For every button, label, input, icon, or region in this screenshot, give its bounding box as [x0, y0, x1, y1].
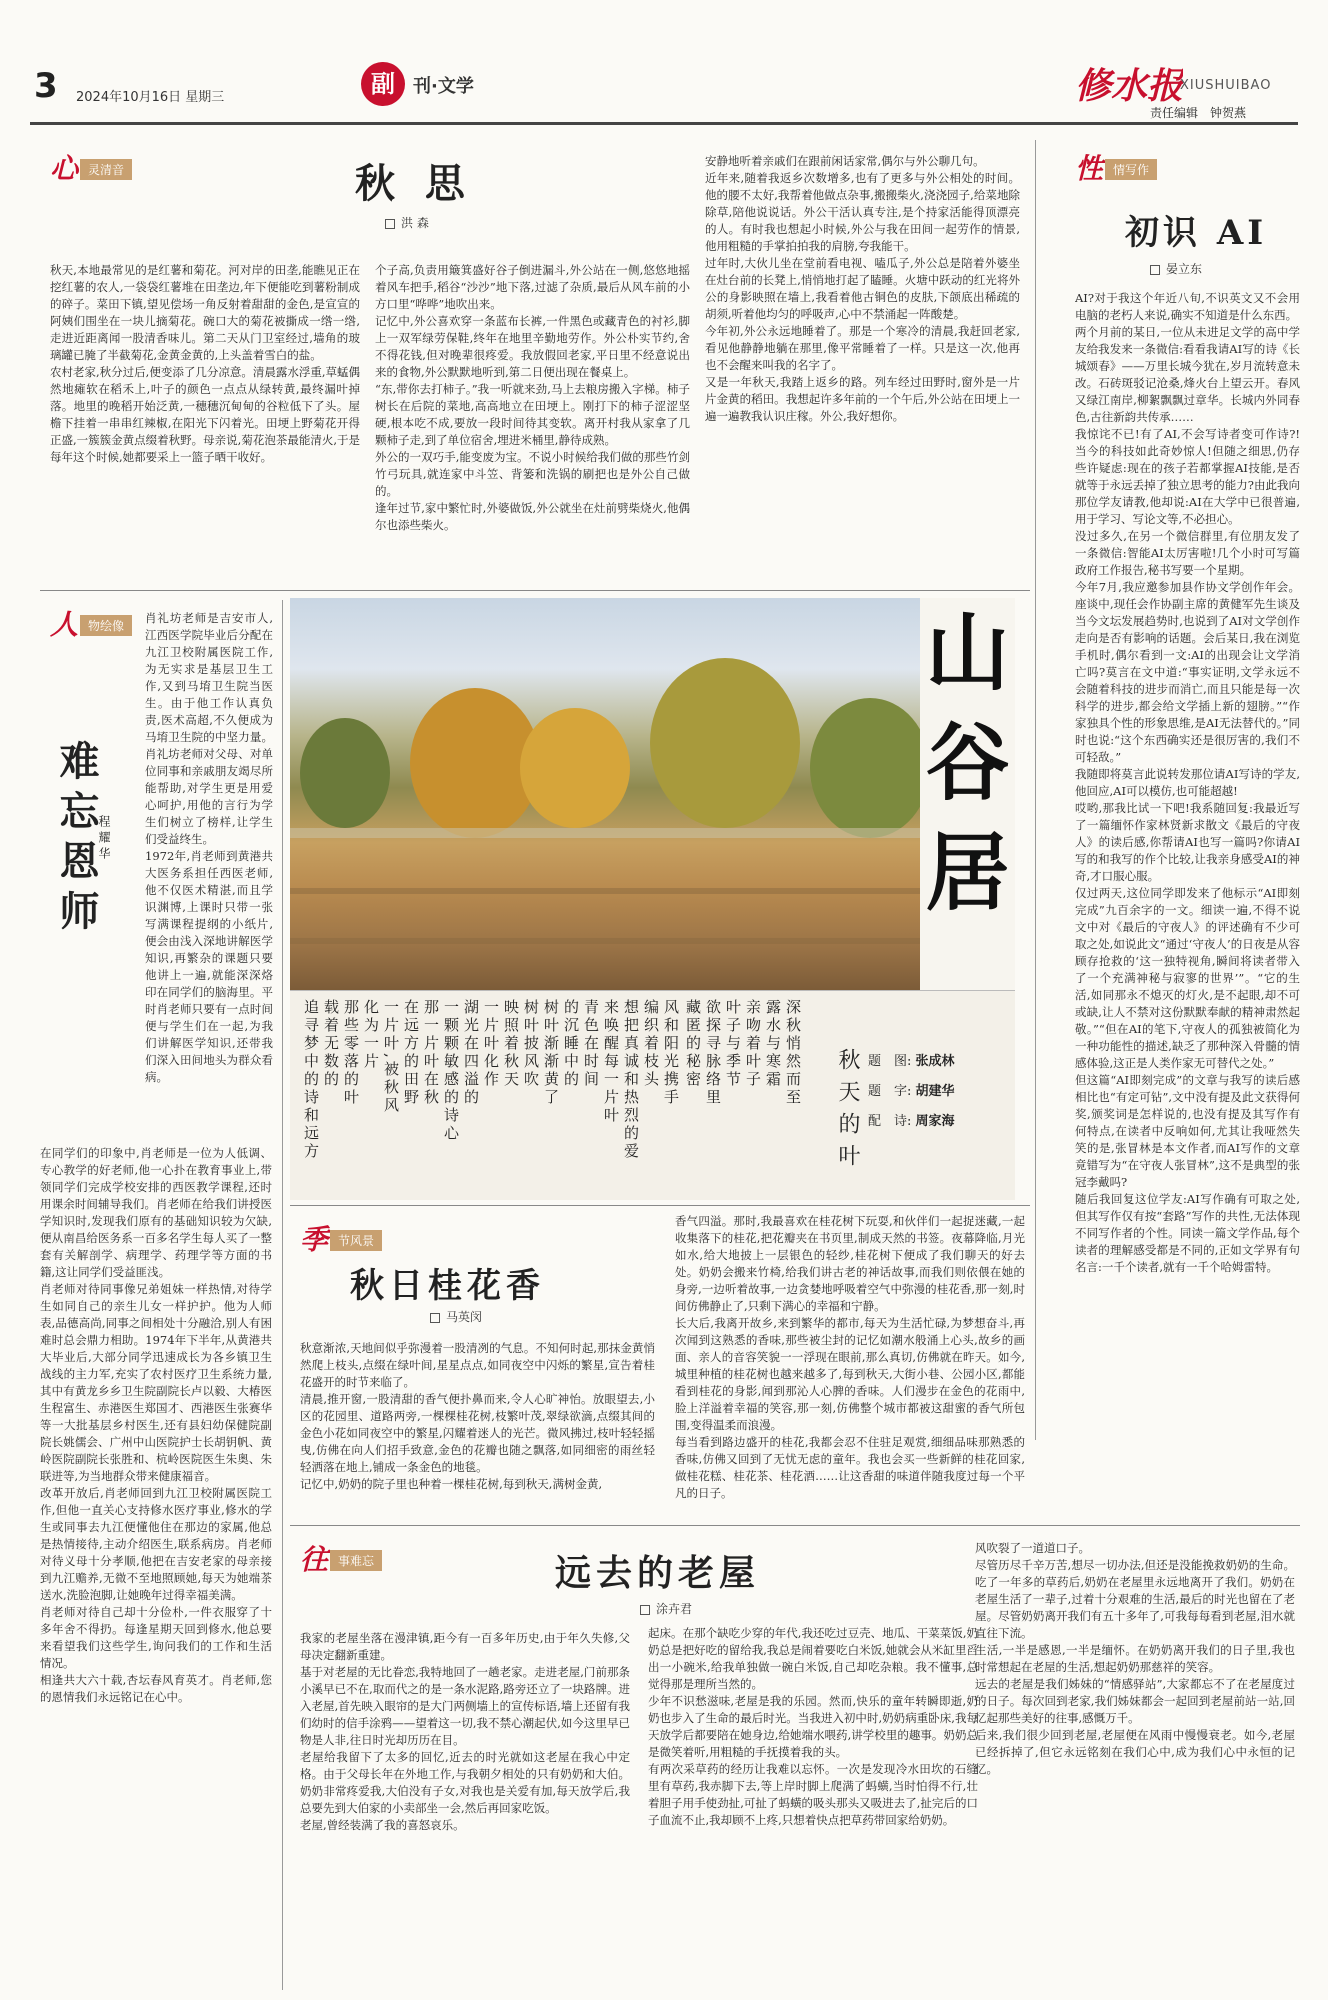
article-author-first-ai: 晏立东: [1150, 260, 1202, 277]
poem-line: 青色在时间: [582, 999, 600, 1089]
poem-line: 在远方的田野: [402, 999, 420, 1107]
article-body-column: 安静地听着亲戚们在跟前闲话家常,偶尔与外公聊几句。 近年来,随着我返乡次数增多,也有了更多与外公相处的时间。他的腰不太好,我帮着他做点杂事,搬搬柴火,浇浇园子,给菜地除除草,陪他说说话。外公干活认真专注,是个持家活能得顶漂亮的人。有时我也想起小时候,外公与我在田间一起劳作的情景,他用粗糙的手掌拍拍我的肩膀,夸我能干。 过年时,大伙儿坐在堂前看电视、嗑瓜子,外公总是陪着外婆坐在灶台前的长凳上,悄悄地打起了瞌睡。火塘中跃动的红光将外公的身影映照在墙上,我看着他古铜色的皮肤,下颌底出稀疏的胡须,听着他均匀的呼吸声,心中不禁涌起一阵酸楚。 今年初,外公永远地睡着了。那是一个寒冷的清晨,我赶回老家,看见他静静地躺在那里,像平常睡着了一样。只是这一次,他再也不会醒来叫我的名字了。 又是一年秋天,我踏上返乡的路。列车经过田野时,窗外是一片片金黄的稻田。我想起许多年前的一个午后,外公站在田埂上一遍一遍教我认识庄稼。外公,我好想你。: [705, 154, 1020, 423]
poem-line: 亲吻着叶子: [744, 999, 762, 1089]
article-author-osmanthus: 马英闵: [430, 1308, 482, 1325]
article-title-first-ai: 初识 AI: [1125, 213, 1268, 253]
poem-line: 那一片叶在秋: [422, 999, 440, 1107]
tree-shape: [650, 658, 800, 828]
article-title-old-house: 远去的老屋: [555, 1552, 761, 1594]
poem-line: 想把真诚和热烈的爱: [622, 999, 640, 1161]
issue-date: 2024年10月16日 星期三: [76, 90, 225, 105]
poem-line: 载着无数的: [322, 999, 340, 1089]
section-name: 刊·文学: [413, 76, 474, 97]
article-body-column: 我家的老屋坐落在漫津镇,距今有一百多年历史,由于年久失修,父母决定翻新重建。 基于对老屋的无比眷恋,我特地回了一趟老家。走进老屋,门前那条小溪早已不在,取而代之的是一条水泥路,路旁还立了一块路牌。进入老屋,首先映入眼帘的是大门两侧墙上的宣传标语,墙上还留有我们幼时的信手涂鸦——望着这一切,我不禁心潮起伏,如今这里早已物是人非,往日时光却历历在目。 老屋给我留下了太多的回忆,近去的时光就如这老屋在我心中定格。由于父母长年在外地工作,与我朝夕相处的只有奶奶和大伯。奶奶非常疼爱我,大伯没有子女,对我也是关爱有加,每天放学后,我总要先到大伯家的小卖部坐一会,然后再回家吃饭。 老屋,曾经装满了我的喜怒哀乐。: [300, 1631, 630, 1832]
editor-credit: 责任编辑 钟贺燕: [1150, 106, 1247, 120]
article-author-autumn-thoughts: 洪 森: [385, 214, 429, 231]
tag-char: 心: [50, 154, 79, 184]
poem-line: 化为一片: [362, 999, 380, 1071]
poem-line: 露水与寒霜: [764, 999, 782, 1089]
art-credits: [868, 1050, 1008, 1160]
poem-line: 那些零落的叶: [342, 999, 360, 1107]
newspaper-masthead-en: XIUSHUIBAO: [1180, 78, 1272, 93]
field-line: [290, 938, 920, 944]
poem-line: 深秋悄然而至: [784, 999, 802, 1107]
newspaper-masthead: 修水报: [1075, 65, 1184, 107]
section-badge: 副: [361, 62, 405, 106]
article-title-profile: 难忘恩师: [53, 740, 100, 940]
article-body-column: 秋天,本地最常见的是红薯和菊花。河对岸的田垄,能瞧见正在挖红薯的农人,一袋袋红薯堆在田垄边,年下便能吃到薯粉制成的碎子。菜田下镇,望见偿场一角反射着甜甜的金色,是宣宣的阿姨们围坐在一块儿摘菊花。碗口大的菊花被撕成一绺一绺,走进近距离闻一股清香味儿。第二天从门卫室经过,墙角的玻璃罐已腌了半截菊花,金黄金黄的,上头盖着雪白的盐。 农村老家,秋分过后,便变添了几分凉意。清晨露水浮重,草蜢偶然地瘫软在稻禾上,叶子的颜色一点点从绿转黄,最终漏叶掉落。地里的晚稻开始泛黄,一穗穗沉甸甸的谷粒低下了头。屋檐下挂着一串串红辣椒,在阳光下闪着光。田埂上野菊花开得正盛,一簇簇金黄点缀着秋野。母亲说,菊花泡茶最能清火,于是每年这个时候,她都要采上一篮子晒干收好。: [50, 263, 360, 464]
poem-title: 秋天的叶: [835, 1048, 860, 1176]
tree-shape: [520, 708, 630, 828]
poem-line: 一片叶化作: [482, 999, 500, 1089]
article-author-old-house: 涂卉君: [640, 1600, 692, 1617]
credit-line: 配 诗: 周家海: [868, 1114, 955, 1129]
calligraphy-char: 谷: [925, 713, 1010, 812]
column-tag-old-house: [300, 1545, 382, 1575]
tag-char: 往: [300, 1545, 329, 1575]
column-tag-profile: [50, 610, 132, 640]
calligraphy-char: 山: [925, 603, 1010, 702]
article-body-column: AI?对于我这个年近八旬,不识英文又不会用电脑的老朽人来说,确实不知道是什么东西。 两个月前的某日,一位从未进足文学的高中学友给我发来一条微信:看看我请AI写的诗《长城颂春》——万里长城今犹在,岁月流转意未改。石砖斑驳记沧桑,烽火台上望云开。春风又绿江南岸,柳絮飘飘过章华。长城内外同春色,古往新韵共传承…… 我惊诧不已!有了AI,不会写诗者变可作诗?!当今的科技如此奇妙惊人!但随之细思,仍存些许疑虑:现在的孩子若都掌握AI技能,是否就等于永远丢掉了独立思考的能力?由此我向那位学友请教,他却说:AI在大学中已很普遍,用于学习、写论文等,不必担心。 没过多久,在另一个微信群里,有位朋友发了一条微信:智能AI太厉害啦!几个小时可写篇政府工作报告,秘书写要一个星期。 今年7月,我应邀参加县作协文学创作年会。座谈中,现任会作协副主席的黄健军先生谈及当今文坛发展趋势时,也说到了AI对文学创作走向是否有影响的话题。会后某日,我在浏览手机时,偶尔看到一文:AI的出现会让文学消亡吗?莫言在文中道:“事实证明,文学永远不会随着科技的进步而消亡,而且只能是每一次科学的进步,都会给文学插上新的翅膀。”“作家独具个性的形象思维,是AI无法替代的。”同时也说:“这个东西确实还是很厉害的,我们不可轻敌。” 我随即将莫言此说转发那位请AI写诗的学友,他回应,AI可以模仿,也可能超越! 哎哟,那我比试一下吧!我系随回复:我最近写了一篇缅怀作家林贤新求散文《最后的守夜人》的读后感,你帮请AI也写一篇吗?你请AI写的和我写的作个比较,让我亲身感受AI的神奇,才口服心服。 仅过两天,这位同学即发来了他标示“AI即刻完成”九百余字的一文。细读一遍,不得不说文中对《最后的守夜人》的评述确有不少可取之处,如说此文“通过‘守夜人’的日夜是从容顾存抢救的‘这一独特视角,瞬间将读者带入了一个充满神秘与寂寥的世界’”。“它的生活,如同那永不熄灭的灯火,是不起眼,却不可或缺,让人不禁对这份默默奉献的精神肃然起敬。”“但在AI的笔下,守夜人的孤独被简化为一种功能性的描述,缺乏了那种深入骨髓的情感体验,这正是人类作家无可替代之处。” 但这篇“AI即刻完成”的文章与我写的读后感相比也“有定可钻”,文中没有提及此文获得何奖,颁奖词是怎样说的,也没有提及其写作有何特点,在读者中反响如何,尤其让我哑然失笑的是,张冒林是本文作者,而AI写作的文章竟错写为“在守夜人张冒林”,这不是典型的张冠李戴吗? 随后我回复这位学友:AI写作确有可取之处,但其写作仅有按“套路”写作的共性,无法体现不同写作者的个性。同读一篇文学作品,每个读者的理解感受都是不同的,正如文学界有句名言:一千个读者,就有一千个哈姆雷特。: [1075, 291, 1300, 1274]
calligraphy-panel: [920, 598, 1015, 993]
calligraphy-char: 居: [925, 823, 1010, 922]
section-divider: [290, 1525, 1300, 1526]
credit-line: 题 字: 胡建华: [868, 1084, 955, 1099]
article-title-autumn-thoughts: 秋 思: [355, 160, 473, 207]
poem-line: 欲探寻脉络里: [704, 999, 722, 1107]
poem-line: 映照着秋天: [502, 999, 520, 1089]
poem-line: 一片叶,被秋风: [382, 999, 400, 1115]
tree-shape: [300, 718, 390, 828]
poem-line: 树叶披风吹: [522, 999, 540, 1089]
credit-line: 题 图: 张成林: [868, 1054, 955, 1069]
column-tag-autumn-thoughts: [50, 154, 132, 184]
article-title-osmanthus: 秋日桂花香: [350, 1266, 545, 1306]
landscape-photo: [290, 598, 920, 993]
section-divider: [40, 590, 1030, 591]
poem-line: 藏匿的秘密: [684, 999, 702, 1089]
field-line: [290, 888, 920, 894]
column-tag-first-ai: [1075, 154, 1157, 184]
article-body-column: 肖礼坊老师是吉安市人,江西医学院毕业后分配在九江卫校附属医院工作,为无实求是基层卫生工作,又到马堉卫生院当医生。由于他工作认真负责,医术高超,不久便成为马堉卫生院的中坚力量。肖礼坊老师对父母、对单位同事和亲戚朋友竭尽所能帮助,对学生更是用爱心呵护,用他的言行为学生们树立了榜样,让学生们受益终生。 1972年,肖老师到黄港共大医务系担任西医老师,他不仅医术精湛,而且学识渊博,上课时只带一张写满课程提纲的小纸片,便会由浅入深地讲解医学知识,再繁杂的课题只要他讲上一遍,就能深深烙印在同学们的脑海里。平时肖老师只要有一点时间便与学生们在一起,为我们讲解医学知识,还带我们深入田间地头为群众看病。: [145, 611, 273, 1084]
tag-label: 物绘像: [80, 615, 132, 636]
poem-line: 叶子与季节: [724, 999, 742, 1089]
column-divider: [1035, 140, 1036, 1440]
tag-char: 性: [1075, 154, 1104, 184]
article-body-column: 香气四溢。那时,我最喜欢在桂花树下玩耍,和伙伴们一起捉迷藏,一起收集落下的桂花,把花瓣夹在书页里,制成天然的书签。夜幕降临,月光如水,给大地披上一层银色的轻纱,桂花树下便成了我们聊天的好去处。奶奶会搬来竹椅,给我们讲古老的神话故事,而我们则依偎在她的身旁,一边听着故事,一边贪婪地呼吸着空气中弥漫的桂花香,那一刻,时间仿佛静止了,只剩下满心的幸福和宁静。 长大后,我离开故乡,来到繁华的都市,每天为生活忙碌,为梦想奋斗,再次闻到这熟悉的香味,那些被尘封的记忆如潮水般涌上心头,故乡的画面、亲人的音容笑貌一一浮现在眼前,那么真切,仿佛就在昨天。如今,城里种植的桂花树也越来越多了,每到秋天,大街小巷、公园小区,都能看到桂花的身影,闻到那沁人心脾的香味。人们漫步在金色的花雨中,脸上洋溢着幸福的笑容,那一刻,仿佛整个城市都被这甜蜜的香气所包围,变得温柔而浪漫。 每当看到路边盛开的桂花,我都会忍不住驻足观赏,细细品味那熟悉的香味,仿佛又回到了无忧无虑的童年。我也会买一些新鲜的桂花回家,做桂花糕、桂花茶、桂花酒……让这香甜的味道伴随我度过每一个平凡的日子。: [675, 1214, 1025, 1500]
tag-label: 节风景: [330, 1230, 382, 1251]
tree-shape: [810, 698, 920, 838]
tag-label: 情写作: [1105, 159, 1157, 180]
article-body-column: 个子高,负责用簸箕盛好谷子倒进漏斗,外公站在一侧,悠悠地摇着风车把手,稻谷“沙沙”地下落,过滤了杂质,最后从风车前的小方口里“哗哗”地吹出来。 记忆中,外公喜欢穿一条蓝布长裤,一件黑色或藏青色的衬衫,脚上一双军绿劳保鞋,终年在地里辛勤地劳作。外公朴实节约,舍不得花钱,但对晚辈很疼爱。我放假回老家,平日里不经意说出来的食物,外公默默地听到,第二日便出现在餐桌上。 “东,带你去打柿子。”我一听就来劲,马上去粮房搬入字梯。柿子树长在后院的菜地,高高地立在田埂上。刚打下的柿子涩涩坚硬,根本吃不成,要放一段时间待其变软。离开村我从家拿了几颗柿子走,到了单位宿舍,埋进米桶里,静待成熟。 外公的一双巧手,能变废为宝。不说小时候给我们做的那些竹剑竹弓玩具,就连家中斗笠、背篓和洗锅的刷把也是外公自己做的。 逢年过节,家中繁忙时,外婆做饭,外公就坐在灶前劈柴烧火,他偶尔也添些柴火。: [375, 263, 690, 532]
tag-label: 事难忘: [330, 1550, 382, 1571]
field-line: [290, 828, 920, 838]
column-tag-osmanthus: [300, 1225, 382, 1255]
article-author-profile: 程耀华: [97, 815, 111, 863]
poem-line: 树叶渐渐黄了: [542, 999, 560, 1107]
poem-line: 风和阳光携手: [662, 999, 680, 1107]
tag-char: 人: [50, 610, 79, 640]
header-rule: [30, 122, 1298, 125]
article-body-column: 起床。在那个缺吃少穿的年代,我还吃过豆壳、地瓜、干菜菜饭,奶奶总是把好吃的留给我,我总是闹着要吃白米饭,她就会从米缸里舀出一小碗米,给我单独做一碗白米饭,自己却吃杂粮。我不懂事,总觉得那是理所当然的。 少年不识愁滋味,老屋是我的乐园。然而,快乐的童年转瞬即逝,奶奶也步入了生命的最后时光。当我进入初中时,奶奶病重卧床,我每天放学后都要陪在她身边,给她端水喂药,讲学校里的趣事。奶奶总是微笑着听,用粗糙的手抚摸着我的头。 有两次采草药的经历让我难以忘怀。一次是发现冷水田坎的石缝里有草药,我赤脚下去,等上岸时脚上爬满了蚂蟥,当时怕得不行,壮着胆子用手使劲扯,可扯了蚂蟥的吸头那头又吸进去了,扯完后的口子血流不止,我却顾不上疼,只想着快点把草药带回家给奶奶。: [648, 1626, 978, 1827]
poem-line: 来唤醒每一片叶: [602, 999, 620, 1125]
poem-line: 追寻梦中的诗和远方: [302, 999, 320, 1161]
tag-char: 季: [300, 1225, 329, 1255]
tag-label: 灵清音: [80, 159, 132, 180]
poem-line: 一颗颗敏感的诗心: [442, 999, 460, 1143]
article-body-column: 风吹裂了一道道口子。 尽管历尽千辛万苦,想尽一切办法,但还是没能挽救奶奶的生命。吃了一年多的草药后,奶奶在老屋里永远地离开了我们。奶奶在老屋生活了一辈子,过着十分艰难的生活,最后的时光也留在了老屋。尽管奶奶离开我们有五十多年了,可我每每看到老屋,泪水就直往下流。 生活,一半是感恩,一半是缅怀。在奶奶离开我们的日子里,我也时常想起在老屋的生活,想起奶奶那慈祥的笑容。 远去的老屋是我们姊妹的“情感驿站”,大家都忘不了在老屋度过的日子。每次回到老家,我们姊妹都会一起回到老屋前站一站,回忆起那些美好的往事,感慨万千。 后来,我们很少回到老屋,老屋便在风雨中慢慢衰老。如今,老屋已经拆掉了,但它永远铭刻在我们心中,成为我们心中永恒的记忆。: [975, 1541, 1295, 1776]
section-divider: [290, 1205, 1030, 1206]
poem-line: 编织着枝头: [642, 999, 660, 1089]
column-divider: [282, 600, 283, 1990]
poem-line: 的沉睡中的: [562, 999, 580, 1089]
article-body-column: 在同学们的印象中,肖老师是一位为人低调、专心教学的好老师,他一心扑在教育事业上,带领同学们完成学校安排的西医教学课程,还时用课余时间辅导我们。肖老师在给我们讲授医学知识时,发现我们原有的基础知识较为欠缺,便从南昌给医务系一百多名学生每人买了一整套有关解剖学、病理学、药理学等方面的书籍,这让同学们受益匪浅。 肖老师对待同事像兄弟姐妹一样热情,对待学生如同自己的亲生儿女一样护护。他为人师表,品德高尚,同事之间相处十分融洽,别人有困难时总会鼎力相助。1974年下半年,从黄港共大毕业后,大部分同学迅速成长为各乡镇卫生战线的主力军,充实了农村医疗卫生系统力量,其中有黄龙乡乡卫生院副院长卢以毅、大椿医生程富生、赤港医生郑国才、西港医生张赛华等一大批基层乡村医生,还有县妇幼保健院副院长姚儒会、广州中山医院护士长胡钥帆、黄岭医院副院长张胜和、杭岭医院医生朱奥、朱联进等,为当地群众带来健康福音。 改革开放后,肖老师回到九江卫校附属医院工作,但他一直关心支持修水医疗事业,修水的学生或同事去九江便懂他住在那边的家属,他总是热情接待,主动介绍医生,联系病房。肖老师对待义母十分孝顺,他把在吉安老家的母亲接到九江赡养,无微不至地照顾她,每天为她端茶送水,洗脸泡脚,让她晚年过得幸福美满。 肖老师对待自己却十分俭朴,一件衣服穿了十多年舍不得扔。每逢星期天回到修水,他总要来看望我们这些学生,询问我们的工作和生活情况。 相逢共大六十载,杏坛春风育英才。肖老师,您的恩情我们永远铭记在心中。: [40, 1146, 272, 1704]
poem-line: 湖光在四溢的: [462, 999, 480, 1107]
page-number: 3: [34, 66, 58, 106]
article-body-column: 秋意渐浓,天地间似乎弥漫着一股清冽的气息。不知何时起,那抹金黄悄然爬上枝头,点缀在绿叶间,星星点点,如同夜空中闪烁的繁星,宣告着桂花盛开的时节来临了。 清晨,推开窗,一股清甜的香气便扑鼻而来,令人心旷神怡。放眼望去,小区的花园里、道路两旁,一棵棵桂花树,枝繁叶茂,翠绿欲滴,点缀其间的金色小花如同夜空中的繁星,闪耀着迷人的光芒。微风拂过,枝叶轻轻摇曳,仿佛在向人们招手致意,金色的花瓣也随之飘落,如同细密的雨丝轻轻洒落在地上,铺成一条金色的地毯。 记忆中,奶奶的院子里也种着一棵桂花树,每到秋天,满树金黄,: [300, 1341, 655, 1491]
